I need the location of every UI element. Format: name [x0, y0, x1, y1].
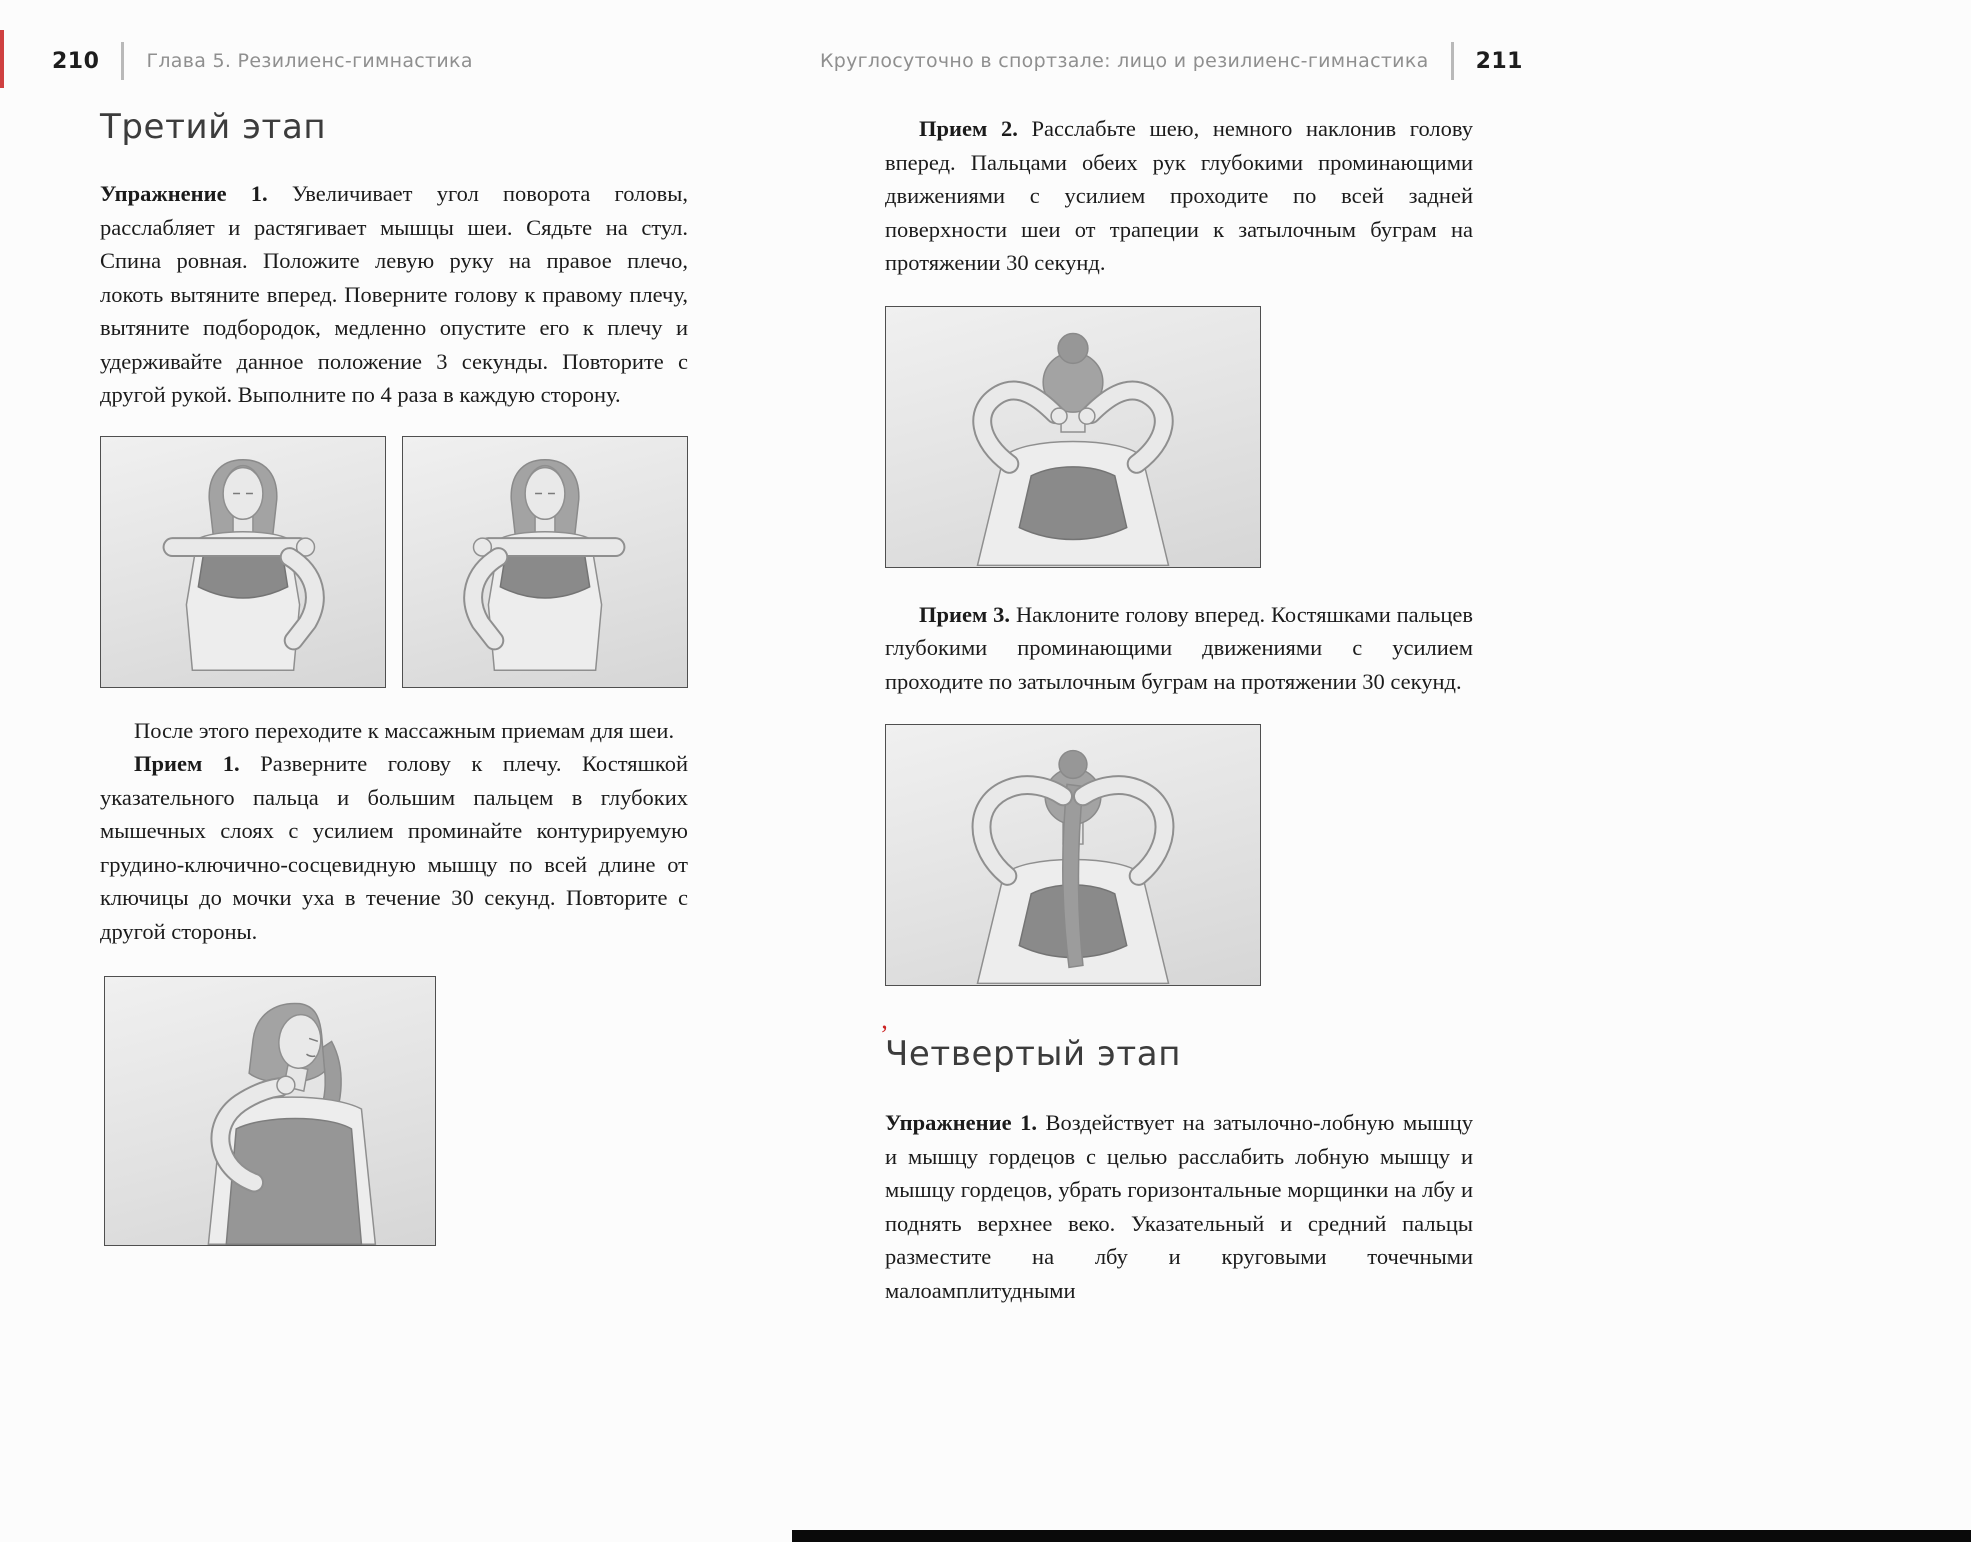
paragraph-lead: Упражнение 1.	[885, 1110, 1046, 1135]
illustration-neck-side-massage	[104, 976, 436, 1246]
running-title-right: Круглосуточно в спортзале: лицо и резилиенс-гимнастика	[819, 50, 1429, 72]
woman-back-view-hands-behind-head-svg	[886, 725, 1260, 985]
page-number-left: 210	[52, 48, 100, 74]
paragraph-exercise-1	[100, 177, 688, 412]
figure-row	[100, 436, 688, 688]
page-number-right: 211	[1475, 48, 1523, 74]
scan-artifact-red-mark: ’	[880, 1020, 889, 1049]
woman-head-turned-arm-across-chest-svg	[101, 437, 385, 687]
woman-head-turned-arm-across-chest-mirrored-svg	[403, 437, 687, 687]
running-head-right	[820, 42, 1523, 80]
running-head-left	[52, 42, 473, 80]
illustration-head-turn-left	[100, 436, 386, 688]
paragraph-lead: Упражнение 1.	[100, 181, 292, 206]
paragraph-exercise-1-right	[885, 1106, 1473, 1307]
paragraph-lead: Прием 2.	[919, 116, 1032, 141]
paragraph-text: Разверните голову к плечу. Костяшкой указательного пальца и большим пальцем в глубоких мышечных слоях с усилием проминайте контурируемую грудино-ключично-сосцевидную мышцу по всей длине от ключицы до мочки уха в течение 30 секунд. Повторите с другой стороны.	[100, 751, 688, 944]
paragraph-priem-1	[100, 747, 688, 948]
scan-black-bar	[792, 1530, 1971, 1542]
paragraph-transition	[100, 714, 688, 748]
paragraph-text: Увеличивает угол поворота головы, расслабляет и растягивает мышцы шеи. Сядьте на стул. Спина ровная. Положите левую руку на правое плечо, локоть вытяните вперед. Поверните голову к правому плечу, вытяните подбородок, медленно опустите его к плечу и удерживайте данное положение 3 секунды. Повторите с другой рукой. Выполните по 4 раза в каждую сторону.	[100, 181, 688, 407]
illustration-hands-behind-head	[885, 724, 1261, 986]
running-head-divider	[121, 42, 124, 80]
woman-massaging-side-of-neck-svg	[105, 977, 435, 1245]
scan-spine-mark	[0, 30, 4, 88]
page-left-column	[100, 105, 688, 1246]
stage-heading-fourth: Четвертый этап	[885, 1034, 1182, 1074]
paragraph-text: Расслабьте шею, немного наклонив голову вперед. Пальцами обеих рук глубокими проминающими движениями с усилием проходите по всей задней поверхности шеи от трапеции к затылочным буграм на протяжении 30 секунд.	[885, 116, 1473, 275]
paragraph-priem-3	[885, 598, 1473, 699]
paragraph-lead: Прием 1.	[134, 751, 261, 776]
running-head-divider	[1451, 42, 1454, 80]
stage-heading-third: Третий этап	[100, 107, 327, 147]
page-right-column	[885, 112, 1473, 1307]
paragraph-priem-2	[885, 112, 1473, 280]
paragraph-text: Наклоните голову вперед. Костяшками пальцев глубокими проминающими движениями с усилием проходите по затылочным буграм на протяжении 30 секунд.	[885, 601, 1473, 694]
woman-back-view-massaging-neck-svg	[886, 307, 1260, 567]
illustration-back-neck-massage	[885, 306, 1261, 568]
paragraph-text: Воздействует на затылочно-лобную мышцу и мышцу гордецов с целью расслабить лобную мышцу и мышцу гордецов, убрать горизонтальные морщинки на лбу и поднять верхнее веко. Указательный и средний пальцы разместите на лбу и круговыми точечными малоамплитудными	[885, 1110, 1473, 1303]
running-title-left: Глава 5. Резилиенс-гимнастика	[146, 50, 473, 72]
paragraph-text: После этого переходите к массажным приемам для шеи.	[134, 717, 675, 743]
illustration-head-turn-right	[402, 436, 688, 688]
paragraph-lead: Прием 3.	[919, 601, 1016, 627]
